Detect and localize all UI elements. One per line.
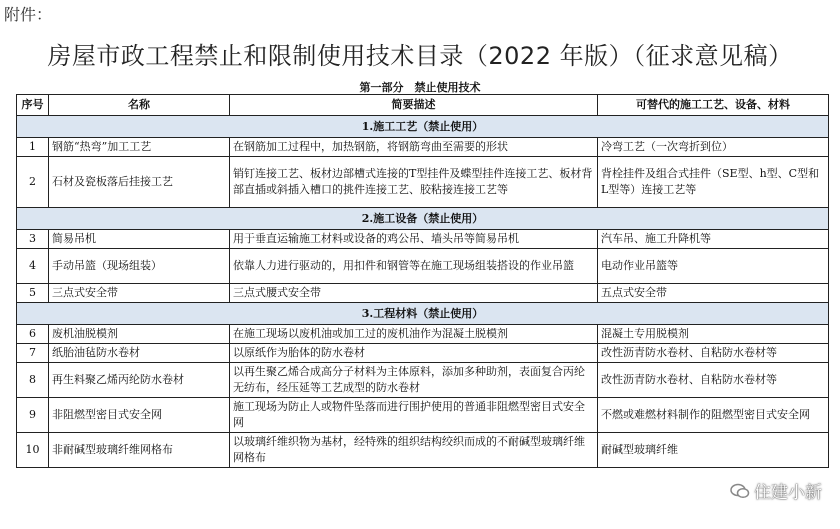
table-row — [17, 157, 829, 208]
cell-desc: 以再生聚乙烯合成高分子材料为主体原料，添加多种助剂，表面复合丙纶无纺布，经压延等工艺成型的防水卷材 — [230, 363, 598, 398]
cell-desc: 在施工现场以废机油或加工过的废机油作为混凝土脱模剂 — [230, 325, 598, 344]
cell-no: 10 — [17, 433, 49, 468]
cell-no: 6 — [17, 325, 49, 344]
cell-name: 非阻燃型密目式安全网 — [49, 398, 230, 433]
section-title: 1.施工工艺（禁止使用） — [17, 116, 829, 138]
cell-alt: 改性沥青防水卷材、自粘防水卷材等 — [598, 344, 829, 363]
table-row — [17, 230, 829, 249]
cell-desc: 销钉连接工艺、板材边部槽式连接的T型挂件及蝶型挂件连接工艺、板材背部直插或斜插入槽口的挑件连接工艺、胶粘接连接工艺等 — [230, 157, 598, 208]
table-header-row — [17, 95, 829, 116]
cell-name: 石材及瓷板落后挂接工艺 — [49, 157, 230, 208]
wechat-icon — [730, 483, 750, 499]
col-header-desc: 简要描述 — [230, 95, 598, 116]
cell-name: 三点式安全带 — [49, 284, 230, 303]
table-row — [17, 284, 829, 303]
table-row — [17, 433, 829, 468]
section-row — [17, 208, 829, 230]
cell-alt: 耐碱型玻璃纤维 — [598, 433, 829, 468]
cell-alt: 五点式安全带 — [598, 284, 829, 303]
cell-alt: 不燃或难燃材料制作的阻燃型密目式安全网 — [598, 398, 829, 433]
cell-name: 纸胎油毡防水卷材 — [49, 344, 230, 363]
cell-no: 3 — [17, 230, 49, 249]
cell-alt: 汽车吊、施工升降机等 — [598, 230, 829, 249]
table-row — [17, 398, 829, 433]
cell-name: 简易吊机 — [49, 230, 230, 249]
cell-name: 非耐碱型玻璃纤维网格布 — [49, 433, 230, 468]
cell-desc: 施工现场为防止人或物件坠落而进行围护使用的普通非阻燃型密目式安全网 — [230, 398, 598, 433]
page-title: 房屋市政工程禁止和限制使用技术目录（2022 年版）（征求意见稿） — [47, 42, 793, 70]
part-heading: 第一部分 禁止使用技术 — [359, 81, 481, 94]
section-title: 3.工程材料（禁止使用） — [17, 303, 829, 325]
cell-alt: 冷弯工艺（一次弯折到位） — [598, 138, 829, 157]
table-row — [17, 249, 829, 284]
cell-no: 8 — [17, 363, 49, 398]
cell-name: 废机油脱模剂 — [49, 325, 230, 344]
table-row — [17, 138, 829, 157]
cell-desc: 在钢筋加工过程中，加热钢筋，将钢筋弯曲至需要的形状 — [230, 138, 598, 157]
cell-desc: 三点式腰式安全带 — [230, 284, 598, 303]
col-header-alt: 可替代的施工工艺、设备、材料 — [598, 95, 829, 116]
cell-no: 4 — [17, 249, 49, 284]
cell-no: 5 — [17, 284, 49, 303]
cell-no: 1 — [17, 138, 49, 157]
section-title: 2.施工设备（禁止使用） — [17, 208, 829, 230]
cell-name: 钢筋“热弯”加工工艺 — [49, 138, 230, 157]
cell-alt: 电动作业吊篮等 — [598, 249, 829, 284]
tech-table — [16, 94, 829, 468]
watermark-text: 住建小新 — [754, 483, 822, 503]
cell-desc: 以玻璃纤维织物为基材，经特殊的组织结构绞织而成的不耐碱型玻璃纤维网格布 — [230, 433, 598, 468]
cell-no: 2 — [17, 157, 49, 208]
section-row — [17, 303, 829, 325]
col-header-no: 序号 — [17, 95, 49, 116]
table-row — [17, 344, 829, 363]
cell-alt: 改性沥青防水卷材、自粘防水卷材等 — [598, 363, 829, 398]
cell-desc: 依靠人力进行驱动的，用扣件和钢管等在施工现场组装搭设的作业吊篮 — [230, 249, 598, 284]
cell-desc: 以原纸作为胎体的防水卷材 — [230, 344, 598, 363]
table-row — [17, 363, 829, 398]
cell-no: 9 — [17, 398, 49, 433]
table-row — [17, 325, 829, 344]
cell-no: 7 — [17, 344, 49, 363]
cell-name: 再生料聚乙烯丙纶防水卷材 — [49, 363, 230, 398]
cell-desc: 用于垂直运输施工材料或设备的鸡公吊、墙头吊等简易吊机 — [230, 230, 598, 249]
col-header-name: 名称 — [49, 95, 230, 116]
section-row — [17, 116, 829, 138]
attachment-label: 附件： — [4, 5, 53, 24]
watermark — [730, 478, 822, 503]
cell-alt: 混凝土专用脱模剂 — [598, 325, 829, 344]
cell-name: 手动吊篮（现场组装） — [49, 249, 230, 284]
cell-alt: 背栓挂件及组合式挂件（SE型、h型、C型和L型等）连接工艺等 — [598, 157, 829, 208]
